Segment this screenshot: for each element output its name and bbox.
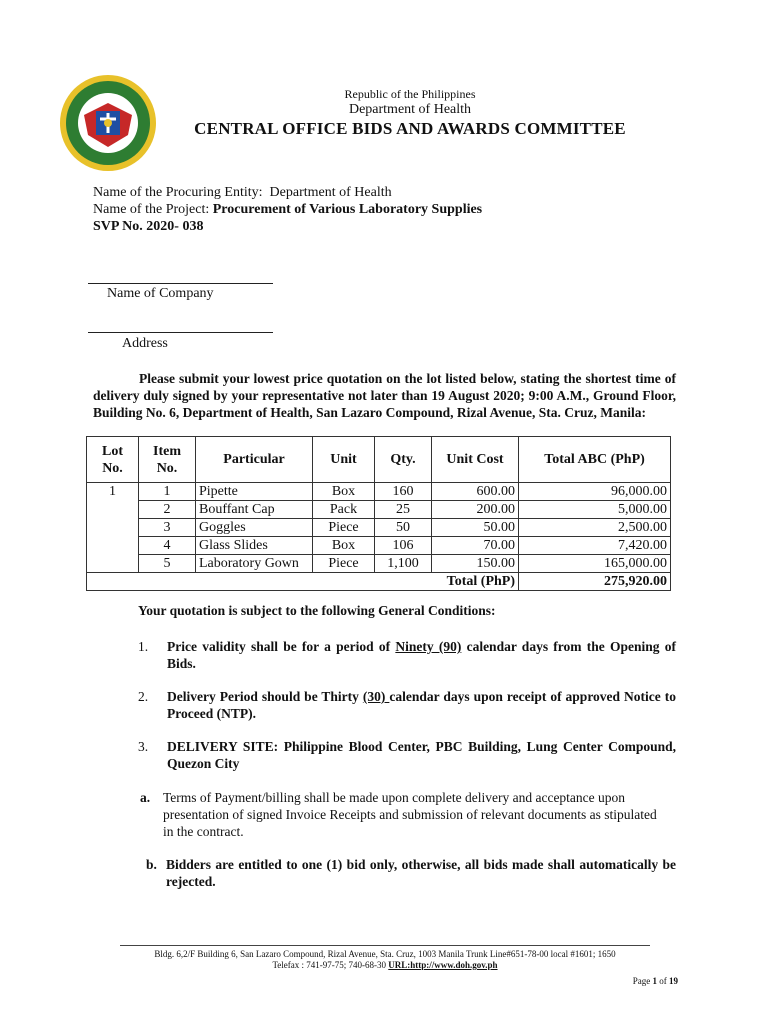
svp-number: SVP No. 2020- 038 xyxy=(93,219,204,234)
item-no: 1 xyxy=(139,483,196,501)
particular: Bouffant Cap xyxy=(196,501,313,519)
footer-contact xyxy=(120,960,650,971)
unit-cost: 150.00 xyxy=(432,555,519,573)
unit: Piece xyxy=(313,555,375,573)
condition-1-number: 1. xyxy=(138,639,149,654)
header-item-no: Item No. xyxy=(139,437,196,483)
particular: Glass Slides xyxy=(196,537,313,555)
particular: Goggles xyxy=(196,519,313,537)
header-department: Department of Health xyxy=(348,102,472,117)
condition-2-number: 2. xyxy=(138,689,149,704)
unit-cost: 600.00 xyxy=(432,483,519,501)
qty: 25 xyxy=(375,501,432,519)
total-abc: 2,500.00 xyxy=(519,519,671,537)
condition-1-validity: Ninety (90) xyxy=(395,639,462,654)
project-name-value: Procurement of Various Laboratory Supplies xyxy=(212,202,483,217)
condition-2-text-pre: Delivery Period should be Thirty xyxy=(167,689,363,704)
procuring-entity-label: Name of the Procuring Entity: xyxy=(93,185,263,200)
header-republic: Republic of the Philippines xyxy=(344,87,476,101)
unit-cost: 200.00 xyxy=(432,501,519,519)
particular: Laboratory Gown xyxy=(196,555,313,573)
particular: Pipette xyxy=(196,483,313,501)
condition-b-text: Bidders are entitled to one (1) bid only, otherwise, all bids made shall automatically be rejected. xyxy=(166,857,676,889)
page-total: 19 xyxy=(669,976,678,986)
condition-a-letter: a. xyxy=(140,790,151,805)
condition-a xyxy=(138,789,668,840)
quotation-table xyxy=(86,436,671,591)
total-abc: 165,000.00 xyxy=(519,555,671,573)
condition-1-text-post: calendar days from the Opening of Bids. xyxy=(167,639,677,671)
header-unit: Unit xyxy=(313,437,375,483)
unit: Piece xyxy=(313,519,375,537)
total-abc: 96,000.00 xyxy=(519,483,671,501)
procuring-entity-value: Department of Health xyxy=(269,185,392,200)
table-row xyxy=(87,501,671,519)
unit-cost: 70.00 xyxy=(432,537,519,555)
total-value: 275,920.00 xyxy=(519,573,671,591)
lot-number: 1 xyxy=(87,483,139,573)
item-no: 4 xyxy=(139,537,196,555)
address-label: Address xyxy=(122,336,168,351)
unit: Box xyxy=(313,537,375,555)
item-no: 2 xyxy=(139,501,196,519)
address-line[interactable] xyxy=(88,332,273,333)
condition-b xyxy=(146,856,676,890)
condition-2 xyxy=(138,688,676,722)
unit: Box xyxy=(313,483,375,501)
condition-1-text-pre: Price validity shall be for a period of xyxy=(167,639,396,654)
table-row xyxy=(87,555,671,573)
unit: Pack xyxy=(313,501,375,519)
table-row xyxy=(87,483,671,501)
project-name-label: Name of the Project: xyxy=(93,202,210,217)
condition-a-text: Terms of Payment/billing shall be made upon complete delivery and acceptance upon presentation of signed Invoice Receipts and submission of relevant documents as stipulated in the contract. xyxy=(163,790,657,839)
total-abc: 7,420.00 xyxy=(519,537,671,555)
total-abc: 5,000.00 xyxy=(519,501,671,519)
condition-3-text: DELIVERY SITE: Philippine Blood Center, PBC Building, Lung Center Compound, Quezon City xyxy=(167,739,676,771)
table-header-row xyxy=(87,437,671,483)
footer xyxy=(120,945,650,971)
qty: 1,100 xyxy=(375,555,432,573)
procuring-entity-line xyxy=(93,184,392,201)
conditions-heading: Your quotation is subject to the following General Conditions: xyxy=(138,603,496,618)
page-current: 1 xyxy=(652,976,657,986)
project-name-line xyxy=(93,201,482,218)
condition-b-letter: b. xyxy=(146,857,157,872)
page-number xyxy=(633,976,678,986)
header-particular: Particular xyxy=(196,437,313,483)
header-total-abc: Total ABC (PhP) xyxy=(519,437,671,483)
header-qty: Qty. xyxy=(375,437,432,483)
page-prefix: Page xyxy=(632,976,653,986)
unit-cost: 50.00 xyxy=(432,519,519,537)
qty: 106 xyxy=(375,537,432,555)
footer-telefax: Telefax : 741-97-75; 740-68-30 xyxy=(272,960,389,970)
condition-2-text-post: calendar days upon receipt of approved Notice to Proceed (NTP). xyxy=(167,689,676,721)
table-row xyxy=(87,537,671,555)
intro-paragraph: Please submit your lowest price quotation on the lot listed below, stating the shortest time of delivery duly signed by your representative not later than 19 August 2020; 9:00 A.M., Ground Floor, Building No. 6, Department of Health, San Lazaro Compound, Rizal Avenue, Sta. Cruz, Manila: xyxy=(93,371,676,420)
qty: 160 xyxy=(375,483,432,501)
company-name-label: Name of Company xyxy=(107,286,214,301)
condition-2-days: (30) xyxy=(362,689,390,704)
condition-3-number: 3. xyxy=(138,739,149,754)
page-of: of xyxy=(657,976,669,986)
condition-1 xyxy=(138,638,676,672)
header-unit-cost: Unit Cost xyxy=(432,437,519,483)
doh-seal-logo xyxy=(58,73,158,173)
item-no: 5 xyxy=(139,555,196,573)
header-lot-no: Lot No. xyxy=(87,437,139,483)
footer-url-link[interactable]: URL:http://www.doh.gov.ph xyxy=(388,960,498,970)
footer-address: Bldg. 6,2/F Building 6, San Lazaro Compound, Rizal Avenue, Sta. Cruz, 1003 Manila Trunk Line#651-78-00 local #1601; 1650 xyxy=(154,949,616,959)
table-total-row xyxy=(87,573,671,591)
total-label: Total (PhP) xyxy=(87,573,519,591)
header-committee: CENTRAL OFFICE BIDS AND AWARDS COMMITTEE xyxy=(194,119,626,138)
condition-3 xyxy=(138,738,676,772)
table-row xyxy=(87,519,671,537)
company-name-line[interactable] xyxy=(88,283,273,284)
item-no: 3 xyxy=(139,519,196,537)
qty: 50 xyxy=(375,519,432,537)
